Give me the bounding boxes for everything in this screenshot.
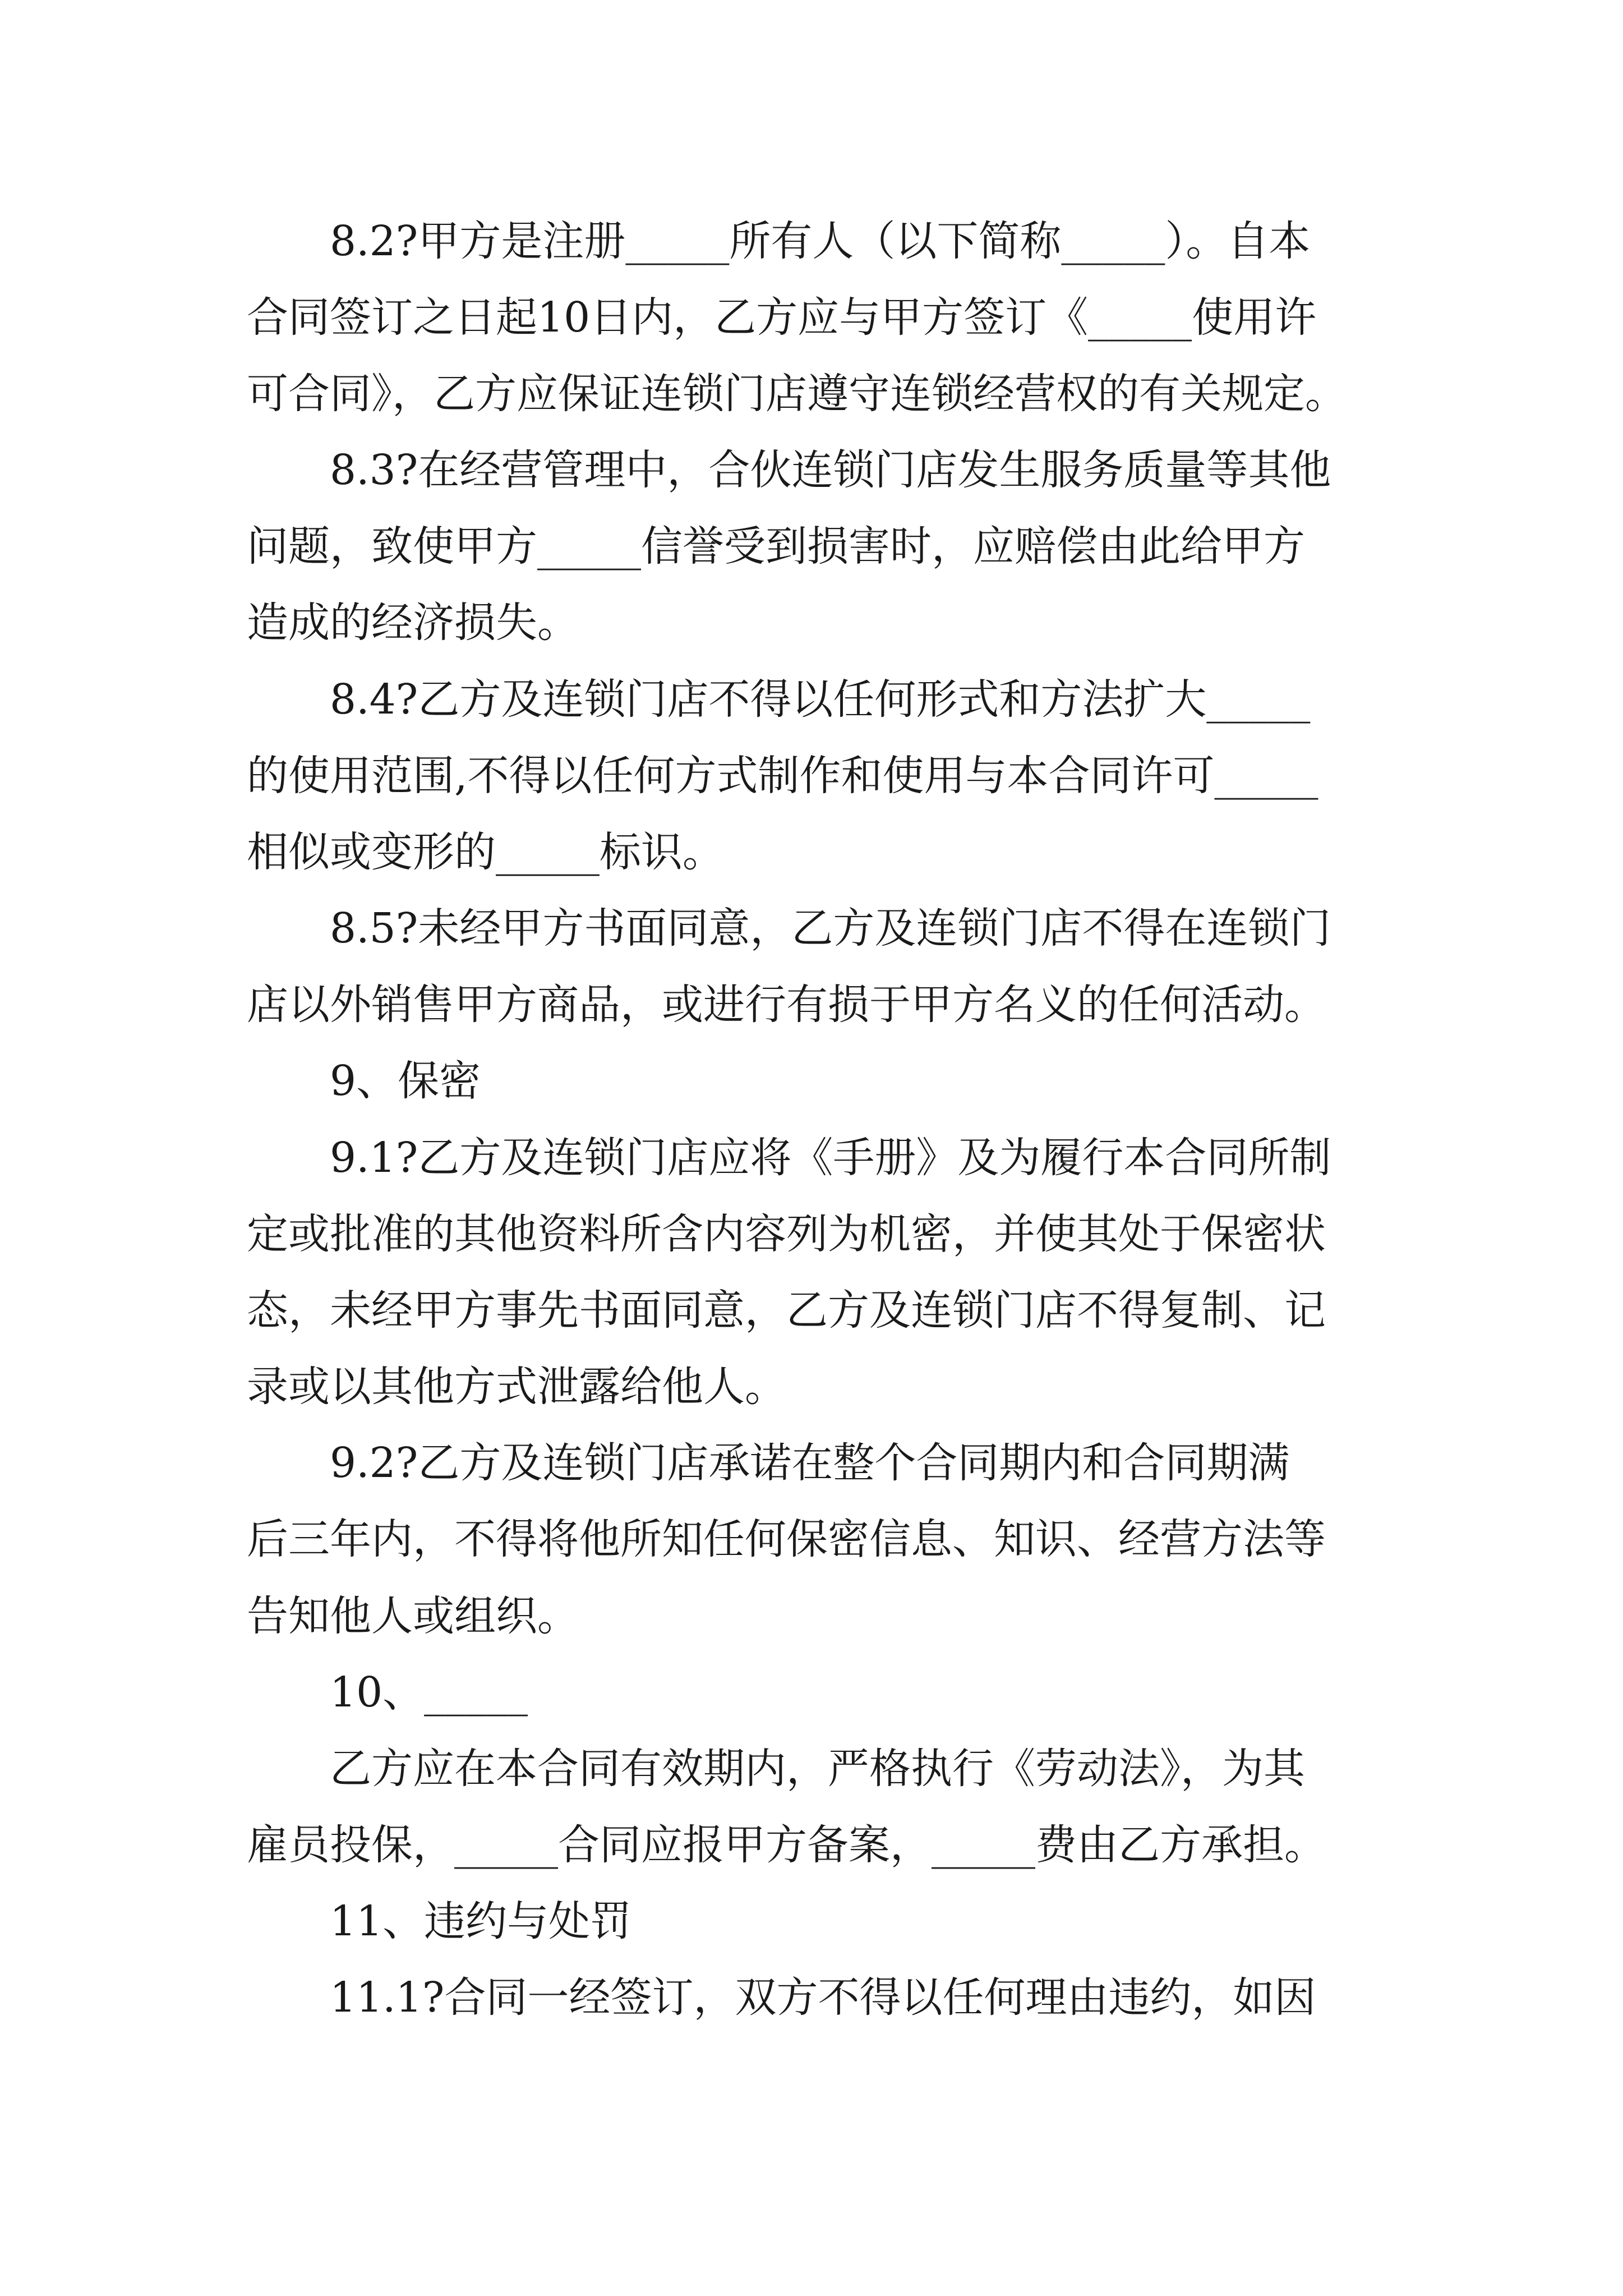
text-line: 相似或变形的_____标识。 bbox=[247, 828, 724, 876]
text-line: 8.5?未经甲方书面同意，乙方及连锁门店不得在连锁门 bbox=[330, 904, 1331, 953]
text-line: 可合同》，乙方应保证连锁门店遵守连锁经营权的有关规定。 bbox=[247, 370, 1347, 418]
text-line: 9.1?乙方及连锁门店应将《手册》及为履行本合同所制 bbox=[330, 1134, 1331, 1182]
text-line: 后三年内，不得将他所知任何保密信息、知识、经营方法等 bbox=[247, 1515, 1326, 1563]
text-line: 态，未经甲方事先书面同意，乙方及连锁门店不得复制、记 bbox=[247, 1286, 1326, 1335]
text-line: 的使用范围,不得以任何方式制作和使用与本合同许可_____ bbox=[247, 752, 1318, 800]
text-line: 造成的经济损失。 bbox=[247, 599, 579, 647]
text-line: 录或以其他方式泄露给他人。 bbox=[247, 1363, 786, 1411]
text-line: 8.2?甲方是注册_____所有人（以下简称_____）。自本 bbox=[330, 217, 1311, 265]
section-heading: 11、违约与处罚 bbox=[330, 1897, 632, 1945]
text-line: 11.1?合同一经签订，双方不得以任何理由违约，如因 bbox=[330, 1973, 1316, 2022]
section-heading: 10、_____ bbox=[330, 1668, 528, 1717]
text-line: 雇员投保，_____合同应报甲方备案，_____费由乙方承担。 bbox=[247, 1821, 1326, 1869]
text-line: 合同签订之日起10日内，乙方应与甲方签订《_____使用许 bbox=[247, 293, 1317, 342]
section-heading: 9、保密 bbox=[330, 1057, 481, 1105]
text-line: 问题，致使甲方_____信誉受到损害时，应赔偿由此给甲方 bbox=[247, 522, 1305, 570]
text-line: 8.4?乙方及连锁门店不得以任何形式和方法扩大_____ bbox=[330, 675, 1311, 724]
text-line: 定或批准的其他资料所含内容列为机密，并使其处于保密状 bbox=[247, 1210, 1326, 1258]
text-line: 告知他人或组织。 bbox=[247, 1592, 579, 1640]
text-line: 店以外销售甲方商品，或进行有损于甲方名义的任何活动。 bbox=[247, 981, 1326, 1029]
text-line: 乙方应在本合同有效期内，严格执行《劳动法》，为其 bbox=[330, 1745, 1305, 1793]
text-line: 8.3?在经营管理中，合伙连锁门店发生服务质量等其他 bbox=[330, 446, 1331, 494]
text-line: 9.2?乙方及连锁门店承诺在整个合同期内和合同期满 bbox=[330, 1439, 1290, 1487]
